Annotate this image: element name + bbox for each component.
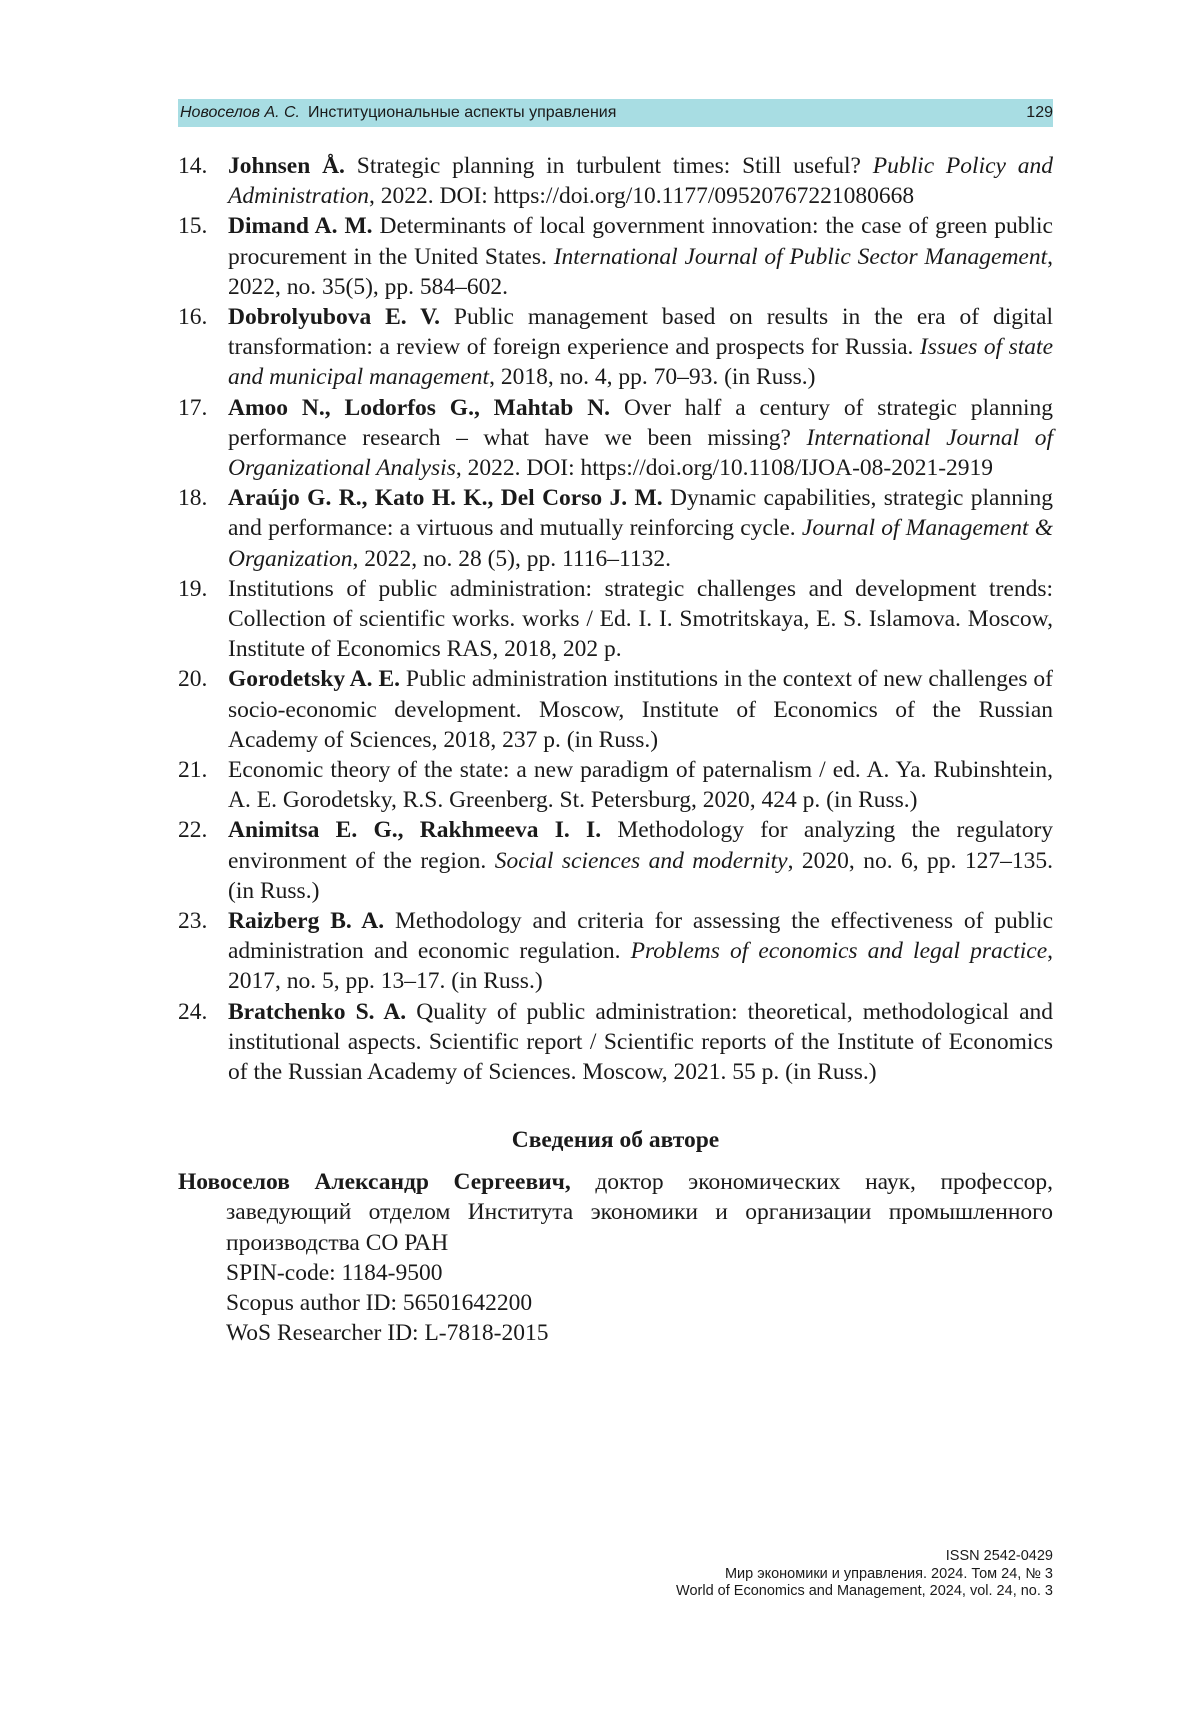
reference-item — [178, 151, 1053, 211]
reference-item — [178, 211, 1053, 302]
reference-item — [178, 483, 1053, 574]
footer-issn: ISSN 2542-0429 — [945, 1548, 1053, 1564]
author-name: Новоселов Александр Сергеевич, — [178, 1169, 571, 1196]
author-wos: WoS Researcher ID: L-7818-2015 — [226, 1320, 549, 1347]
journal-footer — [676, 1548, 1053, 1601]
reference-source: Problems of economics and legal practice — [630, 938, 1048, 965]
author-scopus: Scopus author ID: 56501642200 — [226, 1290, 533, 1317]
reference-details: , 2022, no. 35(5), pp. 584–602. — [228, 243, 1053, 300]
reference-item — [178, 664, 1053, 755]
reference-text: Strategic planning in turbulent times: Still useful? — [356, 153, 861, 179]
reference-text: Determinants of local government innovation: the case of green public procurement in the United States. — [228, 213, 1053, 270]
author-info-heading: Сведения об авторе — [511, 1127, 720, 1153]
author-credentials: доктор экономических наук, профессор, заведующий отделом Института экономики и организации промышленного производства СО РАН — [226, 1169, 1054, 1256]
reference-source: Public Policy and Administration — [228, 153, 1054, 210]
reference-authors: Amoo N., Lodorfos G., Mahtab N. — [228, 394, 611, 421]
reference-authors: Gorodetsky A. E. — [228, 666, 400, 693]
reference-details: , 2022, no. 28 (5), pp. 1116–1132. — [352, 545, 672, 572]
author-info-body — [178, 1167, 1053, 1348]
reference-item — [178, 997, 1053, 1088]
header-title: Институциональные аспекты управления — [308, 104, 617, 121]
reference-number: 24. — [178, 998, 208, 1025]
reference-source: International Journal of Public Sector Management — [553, 243, 1048, 270]
reference-item — [178, 815, 1053, 906]
reference-source: International Journal of Organizational Analysis — [228, 424, 1054, 482]
reference-text: Methodology for analyzing the regulatory environment of the region. — [228, 817, 1054, 874]
reference-text: Over half a century of strategic planning performance research – what have we been missing? — [228, 394, 1054, 451]
reference-details: , 2022. DOI: https://doi.org/10.1177/09520767221080668 — [369, 183, 915, 210]
reference-text: Methodology and criteria for assessing the effectiveness of public administration and economic regulation. — [228, 908, 1054, 965]
reference-details: , 2020, no. 6, pp. 127–135. (in Russ.) — [228, 847, 1053, 904]
reference-authors: Dobrolyubova E. V. — [228, 304, 440, 331]
author-spin: SPIN-code: 1184-9500 — [226, 1259, 443, 1286]
reference-source: Social sciences and modernity — [494, 847, 788, 874]
reference-authors: Araújo G. R., Kato H. K., Del Corso J. M. — [228, 485, 663, 512]
reference-list — [178, 151, 1053, 1087]
reference-number: 20. — [178, 666, 208, 693]
reference-text: Dynamic capabilities, strategic planning and performance: a virtuous and mutually reinforcing cycle. — [228, 485, 1054, 542]
running-header-title — [178, 104, 616, 122]
reference-number: 18. — [178, 485, 208, 512]
reference-details: , 2022. DOI: https://doi.org/10.1108/IJOA-08-2021-2919 — [455, 455, 994, 482]
header-authors: Новоселов А. С. — [180, 104, 300, 121]
reference-authors: Johnsen Å. — [228, 153, 345, 179]
reference-authors: Dimand A. M. — [228, 213, 373, 240]
reference-item — [178, 302, 1053, 393]
reference-number: 21. — [178, 757, 208, 784]
author-info-section — [178, 1125, 1053, 1348]
reference-text: Institutions of public administration: strategic challenges and development trends: Collection of scientific works. works / Ed. I. I. Smotritskaya, E. S. Islamova. Moscow, Institute of Economics RAS, 2018, 202 p. — [228, 575, 1053, 663]
footer-journal-en: World of Economics and Management, 2024, vol. 24, no. 3 — [676, 1583, 1053, 1599]
reference-details: , 2017, no. 5, pp. 13–17. (in Russ.) — [228, 938, 1054, 995]
reference-text: Quality of public administration: theoretical, methodological and institutional aspects. Scientific report / Scientific reports of the Institute of Economics of the Russian Academy of Sciences. Moscow, 2021. 55 p. (in Russ.) — [228, 998, 1054, 1086]
reference-number: 14. — [178, 153, 208, 179]
running-header — [178, 99, 1053, 127]
reference-text: Public administration institutions in the context of new challenges of socio-economic development. Moscow, Institute of Economics of the Russian Academy of Sciences, 2018, 237 p. (in Russ.) — [228, 666, 1054, 753]
reference-authors: Bratchenko S. A. — [228, 998, 407, 1025]
reference-number: 22. — [178, 817, 208, 844]
reference-number: 17. — [178, 394, 208, 421]
reference-item — [178, 755, 1053, 815]
reference-item — [178, 393, 1053, 484]
reference-item — [178, 574, 1053, 665]
reference-authors: Raizberg B. A. — [228, 908, 385, 935]
reference-authors: Animitsa E. G., Rakhmeeva I. I. — [228, 817, 602, 844]
reference-number: 19. — [178, 575, 208, 602]
page-number: 129 — [1026, 104, 1053, 121]
footer-journal-ru: Мир экономики и управления. 2024. Том 24, № 3 — [724, 1565, 1053, 1582]
reference-number: 23. — [178, 908, 208, 935]
reference-details: , 2018, no. 4, pp. 70–93. (in Russ.) — [489, 364, 816, 391]
reference-source: Issues of state and municipal management — [228, 334, 1053, 391]
reference-text: Public management based on results in the era of digital transformation: a review of foreign experience and prospects for Russia. — [228, 304, 1053, 361]
reference-text: Economic theory of the state: a new paradigm of paternalism / ed. A. Ya. Rubinshtein, A. E. Gorodetsky, R.S. Greenberg. St. Petersburg, 2020, 424 p. (in Russ.) — [228, 757, 1053, 814]
reference-item — [178, 906, 1053, 997]
reference-number: 15. — [178, 213, 208, 240]
author-description — [178, 1167, 1053, 1258]
reference-source: Journal of Management & Organization — [228, 515, 1053, 572]
reference-number: 16. — [178, 304, 208, 331]
